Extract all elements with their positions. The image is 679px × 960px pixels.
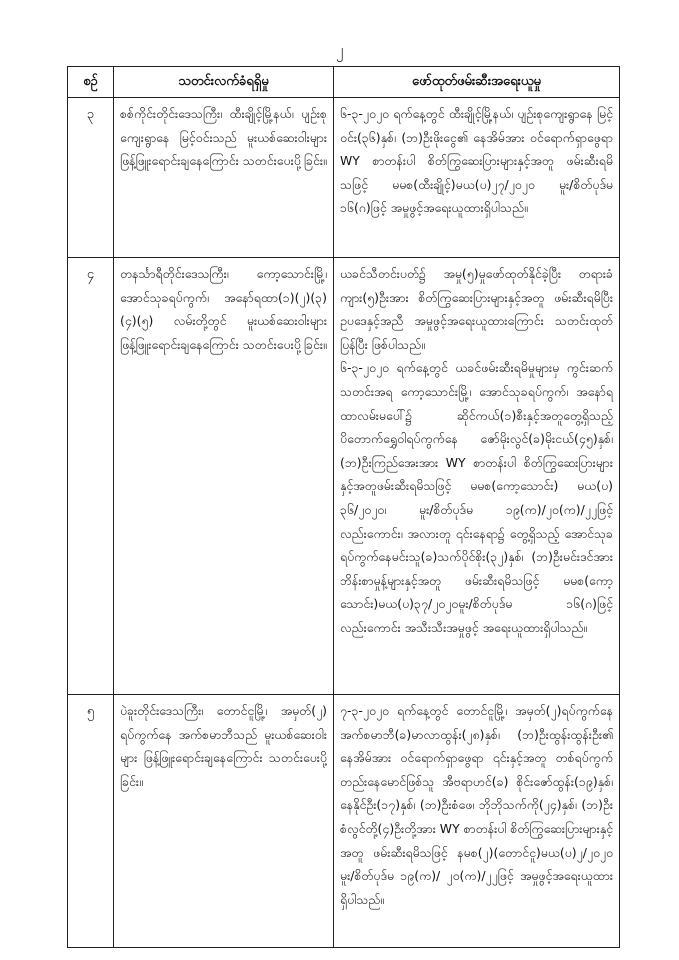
action-paragraph: ယခင်သီတင်းပတ်၌ အမှု(၅)မှုဖော်ထုတ်နိုင်ခဲ့ပြီး တရားခံကျား(၅)ဦးအား စိတ်ကြွဆေးပြားများနှင့်အတူ ဖမ်းဆီးရမိပြီး ဥပဒေနှင့်အညီ အမှုဖွင့်အရေးယူထားကြောင်း သတင်းထုတ်ပြန်ပြီး ဖြစ်ပါသည်။	[340, 266, 613, 352]
info-cell: တနင်္သာရီတိုင်းဒေသကြီး၊ ကော့သောင်းမြို့၊ အောင်သုခရပ်ကွက်၊ အနော်ရထာ(၁)(၂)(၃)(၄)(၅) လမ်းတို့တွင် မူးယစ်ဆေးဝါးများ ဖြန့်ဖြူးရောင်းချနေကြောင်း သတင်းပေးပို့ခြင်း။	[114, 258, 334, 695]
info-cell: စစ်ကိုင်းတိုင်းဒေသကြီး၊ ထီးချိုင့်မြို့နယ်၊ ပျဉ်းစုကျေးရွာနေ မြင့်ဝင်းသည် မူးယစ်ဆေးဝါးများ ဖြန့်ဖြူးရောင်းချနေကြောင်း သတင်းပေးပို့ခြင်း။	[114, 98, 334, 258]
action-paragraph: ၆-၃-၂၀၂၀ ရက်နေ့တွင် ယခင်ဖမ်းဆီးရမိမှုများမှ ကွင်းဆက် သတင်းအရ ကော့သောင်းမြို့၊ အောင်သုခရပ်ကွက်၊ အနော်ရထာလမ်းမပေါ်၌ ဆိုင်ကယ်(၁)စီးနှင့်အတူတွေ့ရှိသည့် ပိတောက်ရွှေဝါရပ်ကွက်နေ ဇော်မိုးလွင်(ခ)မိုးငယ်(၄၅)နှစ်၊ (ဘ)ဦးကြည်အေးအား WY စာတန်းပါ စိတ်ကြွဆေးပြားများနှင့်အတူဖမ်းဆီးရမိသဖြင့် မမစ(ကော့သောင်း) မယ(ပ) ၃၆/၂၀၂၀၊ မူး/စိတ်ပုဒ်မ ၁၉(က)/၂၀(က)/၂၂ဖြင့်လည်းကောင်း၊ အလားတူ ၎င်းနေရာ၌ တွေ့ရှိသည့် အောင်သုခရပ်ကွက်နေမင်းသူ(ခ)သက်ပိုင်စိုး(၃၂)နှစ်၊ (ဘ)ဦးမင်းဒင်အား ဘိန်းစာမှုန့်များနှင့်အတူ ဖမ်းဆီးရမိသဖြင့် မမစ(ကော့သောင်း)မယ(ပ)၃၇/၂၀၂၀မူး/စိတ်ပုဒ်မ ၁၆(ဂ)ဖြင့်လည်းကောင်း အသီးသီးအမှုဖွင့် အရေးယူထားရှိပါသည်။	[340, 360, 613, 635]
header-info: သတင်းလက်ခံရရှိမှု	[114, 67, 334, 98]
row-number: ၄	[68, 258, 114, 695]
header-action: ဖော်ထုတ်ဖမ်းဆီးအရေးယူမှု	[334, 67, 620, 98]
table-row	[68, 98, 620, 258]
row-number: ၃	[68, 98, 114, 258]
action-cell	[334, 98, 620, 258]
info-cell: ပဲခူးတိုင်းဒေသကြီး၊ တောင်ငူမြို့၊ အမှတ်(၂) ရပ်ကွက်နေ အက်စမာဘီသည် မူးယစ်ဆေးဝါးများ ဖြန့်ဖြူးရောင်းချနေကြောင်း သတင်းပေးပို့ခြင်း။	[114, 695, 334, 948]
table-row	[68, 695, 620, 948]
row-number: ၅	[68, 695, 114, 948]
table-row	[68, 258, 620, 695]
action-paragraph: ၆-၃-၂၀၂၀ ရက်နေ့တွင် ထီးချိုင့်မြို့နယ်၊ ပျဉ်းစုကျေးရွာနေ မြင့်ဝင်း(၃၆)နှစ်၊ (ဘ)ဦးဖိုးငွေ၏ နေအိမ်အား ဝင်ရောက်ရှာဖွေရာ WY စာတန်းပါ စိတ်ကြွဆေးပြားများနှင့်အတူ ဖမ်းဆီးရမိသဖြင့် မမစ(ထီးချိုင့်)မယ(ပ)၂၇/၂၀၂၀ မူး/စိတ်ပုဒ်မ ၁၆(ဂ)ဖြင့် အမှုဖွင့်အရေးယူထားရှိပါသည်။	[340, 106, 613, 216]
header-row	[68, 67, 620, 98]
action-cell	[334, 258, 620, 695]
action-cell	[334, 695, 620, 948]
action-paragraph: ၇-၃-၂၀၂၀ ရက်နေ့တွင် တောင်ငူမြို့၊ အမှတ်(၂)ရပ်ကွက်နေအက်စမာဘီ(ခ)မာလာထွန်း(၂၈)နှစ်၊ (ဘ)ဦးထွန်းထွန်းဦး၏ နေအိမ်အား ဝင်ရောက်ရှာဖွေရာ ၎င်းနှင့်အတူ တစ်ရပ်ကွက်တည်းနေမောင်ဖြစ်သူ အီဗရာဟင်(ခ) စိုင်းဇော်ထွန်း(၁၉)နှစ်၊ နေနိုင်ဦး(၁၇)နှစ်၊ (ဘ)ဦးစံဖေ၊ ဘိုဘိုသက်ကို(၂၄)နှစ်၊ (ဘ)ဦးစံလွင်တို့(၄)ဦးတို့အား WY စာတန်းပါ စိတ်ကြွဆေးပြားများနှင့်အတူ ဖမ်းဆီးရမိသဖြင့် နမစ(၂)(တောင်ငူ)မယ(ပ)၂/၂၀၂၀ မူး/စိတ်ပုဒ်မ ၁၉(က)/ ၂၀(က)/၂၂ဖြင့် အမှုဖွင့်အရေးယူထားရှိပါသည်။	[340, 703, 613, 907]
header-no: စဉ်	[68, 67, 114, 98]
report-table	[67, 66, 620, 948]
page-number: ၂	[335, 41, 344, 59]
